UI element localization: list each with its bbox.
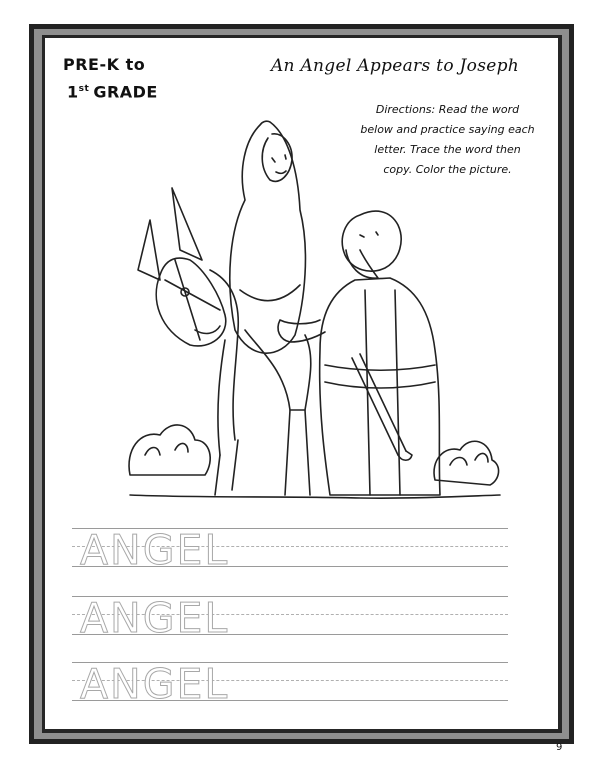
trace-word[interactable]: ANGEL: [80, 660, 230, 708]
trace-word[interactable]: ANGEL: [80, 594, 230, 642]
grade-line-2: [63, 77, 183, 104]
worksheet-title: An Angel Appears to Joseph: [270, 56, 520, 76]
grade-level-label: [63, 53, 183, 104]
grade-word: GRADE: [93, 82, 158, 102]
grade-suffix: st: [78, 84, 90, 94]
trace-row-2: [72, 596, 508, 644]
trace-row-1: [72, 528, 508, 576]
trace-word[interactable]: ANGEL: [80, 526, 230, 574]
directions-text: Directions: Read the word below and practice saying each letter. Trace the word then copy. Color the picture.: [360, 103, 535, 176]
grade-line-1: PRE-K to: [63, 55, 146, 74]
trace-row-3: [72, 662, 508, 710]
page-number: 9: [556, 742, 563, 753]
grade-number: 1: [67, 82, 79, 102]
coloring-illustration-icon: [120, 110, 505, 505]
